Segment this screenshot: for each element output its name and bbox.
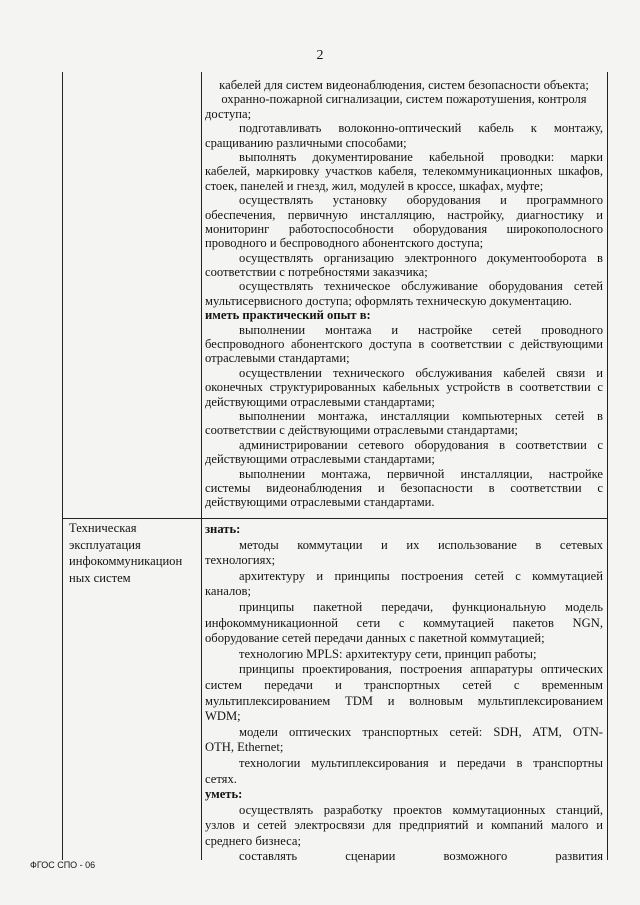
page-number: 2 — [316, 48, 324, 63]
footer-code: ФГОС СПО - 06 — [30, 860, 96, 870]
text-line: осуществлять установку оборудования и программного — [239, 193, 603, 208]
text-line: знать: — [205, 522, 241, 536]
text-line: выполнении монтажа, первичной инсталляции, настройке — [239, 466, 603, 481]
text-line: OTH, Ethernet; — [205, 740, 284, 755]
module-title-line: инфокоммуникацион — [69, 554, 183, 568]
text-line: мониторинг работоспособности оборудования широкополосного — [205, 221, 603, 236]
text-line: инфокоммуникационной сети с коммутацией пакетов NGN, — [205, 615, 603, 630]
text-line: действующими отраслевыми стандартами; — [205, 394, 435, 409]
text-line: осуществлять организацию электронного документооборота в — [239, 250, 603, 265]
text-line: методы коммутации и их использование в сетевых — [239, 537, 603, 552]
text-line: кабелей для систем видеонаблюдения, систем безопасности объекта; — [219, 78, 589, 92]
text-line: выполнении монтажа и настройке сетей проводного — [239, 322, 603, 337]
module-title-cell — [69, 520, 197, 586]
text-line: соответствии с потребностями заказчика; — [205, 265, 428, 280]
text-line: принципы пакетной передачи, функциональную модель — [239, 599, 603, 614]
text-line: технологиях; — [205, 553, 276, 568]
text-line: систем передачи и транспортных сетей с временным — [205, 677, 603, 692]
text-line: составлять сценарии возможного развития — [239, 849, 603, 864]
text-line: соответствии с действующими отраслевыми стандартами; — [205, 423, 518, 438]
text-line: архитектуру и принципы построения сетей с коммутацией — [239, 568, 603, 583]
text-line: стоек, панелей и гнезд, жил, модулей в кроссе, шкафах, муфте; — [205, 178, 544, 193]
text-line: сетях. — [205, 771, 237, 786]
text-line: оборудование сетей передачи данных с пакетной коммутацией; — [205, 631, 545, 646]
text-line: иметь практический опыт в: — [205, 308, 371, 323]
text-line: охранно-пожарной сигнализации, систем пожаротушения, контроля — [221, 92, 587, 107]
continuation-cell — [205, 78, 603, 510]
text-line: беспроводного абонентского доступа в соответствии с действующими — [205, 337, 603, 352]
module-title-line: ных систем — [69, 570, 131, 585]
text-line: администрировании сетевого оборудования в соответствии с — [239, 437, 603, 452]
text-line: доступа; — [205, 106, 252, 121]
text-line: осуществлять техническое обслуживание оборудования сетей — [239, 279, 603, 294]
module-title-line: Техническая — [69, 521, 137, 535]
text-line: мультисервисного доступа; оформлять техническую документацию. — [205, 293, 572, 308]
text-line: каналов; — [205, 584, 251, 599]
text-line: проводного и беспроводного абонентского доступа; — [205, 236, 484, 251]
text-line: подготавливать волоконно-оптический кабель к монтажу, — [239, 121, 603, 136]
text-line: уметь: — [205, 787, 243, 802]
text-line: мультиплексированием TDM и волновым мультиплексированием — [205, 693, 603, 708]
column-divider — [201, 72, 202, 860]
text-line: кабелей, маркировку участков кабеля, телекоммуникационных шкафов, — [205, 164, 603, 179]
text-line: действующими отраслевыми стандартами. — [205, 495, 435, 510]
requirements-cell — [205, 522, 603, 865]
text-line: узлов и сетей электросвязи для предприятий и компаний малого и — [205, 818, 603, 833]
competency-table — [62, 72, 608, 864]
text-line: осуществлении технического обслуживания кабелей связи и — [239, 365, 603, 380]
module-title-line: эксплуатация — [69, 537, 141, 552]
text-line: WDM; — [205, 709, 241, 724]
text-line: технологии мультиплексирования и передачи в транспортны — [239, 755, 603, 770]
text-line: выполнять документирование кабельной проводки: марки — [239, 149, 603, 164]
text-line: осуществлять разработку проектов коммутационных станций, — [239, 802, 603, 817]
text-line: технологию MPLS: архитектуру сети, принцип работы; — [239, 646, 537, 661]
text-line: сращиванию различными способами; — [205, 135, 407, 150]
text-line: принципы проектирования, построения аппаратуры оптических — [239, 662, 603, 677]
text-line: оконечных структурированных кабельных устройств в соответствии с — [205, 380, 603, 395]
text-line: системы видеонаблюдения и безопасности в соответствии с — [205, 480, 603, 495]
text-line: модели оптических транспортных сетей: SDH, ATM, OTN- — [239, 724, 603, 739]
text-line: действующими отраслевыми стандартами; — [205, 452, 435, 467]
text-line: среднего бизнеса; — [205, 833, 301, 848]
row-divider — [63, 518, 607, 519]
text-line: выполнении монтажа, инсталляции компьютерных сетей в — [239, 408, 603, 423]
text-line: отраслевыми стандартами; — [205, 351, 350, 366]
text-line: обеспечения, первичную инсталляцию, настройку, диагностику и — [205, 207, 603, 222]
